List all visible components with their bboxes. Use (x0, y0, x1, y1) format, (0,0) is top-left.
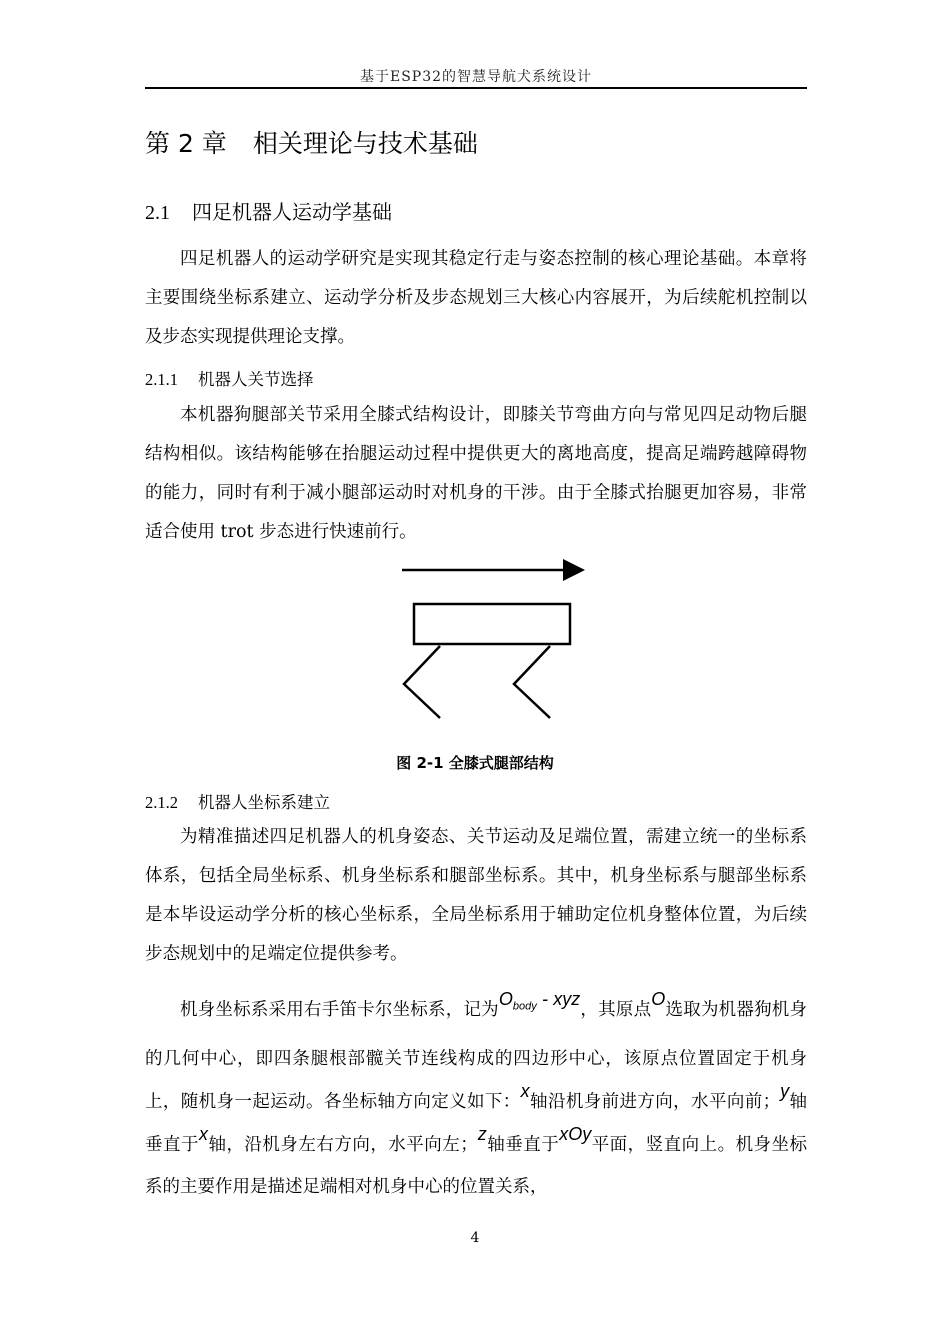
header-rule (145, 87, 807, 89)
subsection-heading-joint (145, 366, 314, 390)
x-axis-symbol: x (198, 1123, 208, 1144)
intro-paragraph: 四足机器人的运动学研究是实现其稳定行走与姿态控制的核心理论基础。本章将主要围绕坐标系建立、运动学分析及步态规划三大核心内容展开，为后续舵机控制以及步态实现提供理论支撑。 (145, 249, 807, 347)
front-leg (404, 646, 440, 718)
chapter-number: 第 2 章 (145, 129, 227, 158)
direction-arrow-head (563, 559, 585, 581)
chapter-title: 相关理论与技术基础 (252, 129, 478, 158)
origin-symbol: O (651, 989, 666, 1009)
page-number: 4 (470, 1230, 480, 1246)
figure-caption: 图 2-1 全膝式腿部结构 (396, 754, 554, 772)
section-title: 四足机器人运动学基础 (192, 200, 392, 224)
section-heading (145, 196, 392, 225)
coordinate-paragraph-2: 机身坐标系采用右手笛卡尔坐标系，记为$O_{body}$ - xyz，其原点O选取为机器狗机身的几何中心，即四条腿根部髋关节连线构成的四边形中心，该原点位置固定于机身上，随机身一起运动。各坐标轴方向定义如下：x轴沿机身前进方向，水平向前；y轴垂直于x轴，沿机身左右方向，水平向左；z轴垂直于xOy平面，竖直向上。机身坐标系的主要作用是描述足端相对机身中心的位置关系， (145, 989, 808, 1197)
chapter-heading (145, 124, 478, 160)
subsection-number: 2.1.2 (145, 793, 178, 812)
joint-paragraph: 本机器狗腿部关节采用全膝式结构设计，即膝关节弯曲方向与常见四足动物后腿结构相似。该结构能够在抬腿运动过程中提供更大的离地高度，提高足端跨越障碍物的能力，同时有利于减小腿部运动时对机身的干涉。由于全膝式抬腿更加容易，非常适合使用 trot 步态进行快速前行。 (145, 405, 807, 542)
xoy-plane-symbol: xOy (559, 1123, 592, 1144)
subsection-number: 2.1.1 (145, 370, 178, 389)
body-frame-symbol: $O_{body}$ - xyz (498, 989, 581, 1013)
z-axis-symbol: z (477, 1123, 487, 1144)
coordinate-paragraph-1: 为精准描述四足机器人的机身姿态、关节运动及足端位置，需建立统一的坐标系体系，包括全局坐标系、机身坐标系和腿部坐标系。其中，机身坐标系与腿部坐标系是本毕设运动学分析的核心坐标系，全局坐标系用于辅助定位机身整体位置，为后续步态规划中的足端定位提供参考。 (145, 827, 807, 964)
subsection-heading-coordinate (145, 789, 330, 813)
running-header: 基于ESP32的智慧导航犬系统设计 (359, 69, 593, 85)
knee-leg-structure-figure (380, 552, 610, 727)
subsection-title: 机器人关节选择 (198, 370, 314, 389)
robot-body-rect (414, 604, 570, 644)
section-number: 2.1 (145, 202, 170, 224)
rear-leg (514, 646, 550, 718)
y-axis-symbol: y (780, 1080, 790, 1101)
x-axis-symbol: x (520, 1080, 530, 1101)
subsection-title: 机器人坐标系建立 (198, 793, 330, 812)
